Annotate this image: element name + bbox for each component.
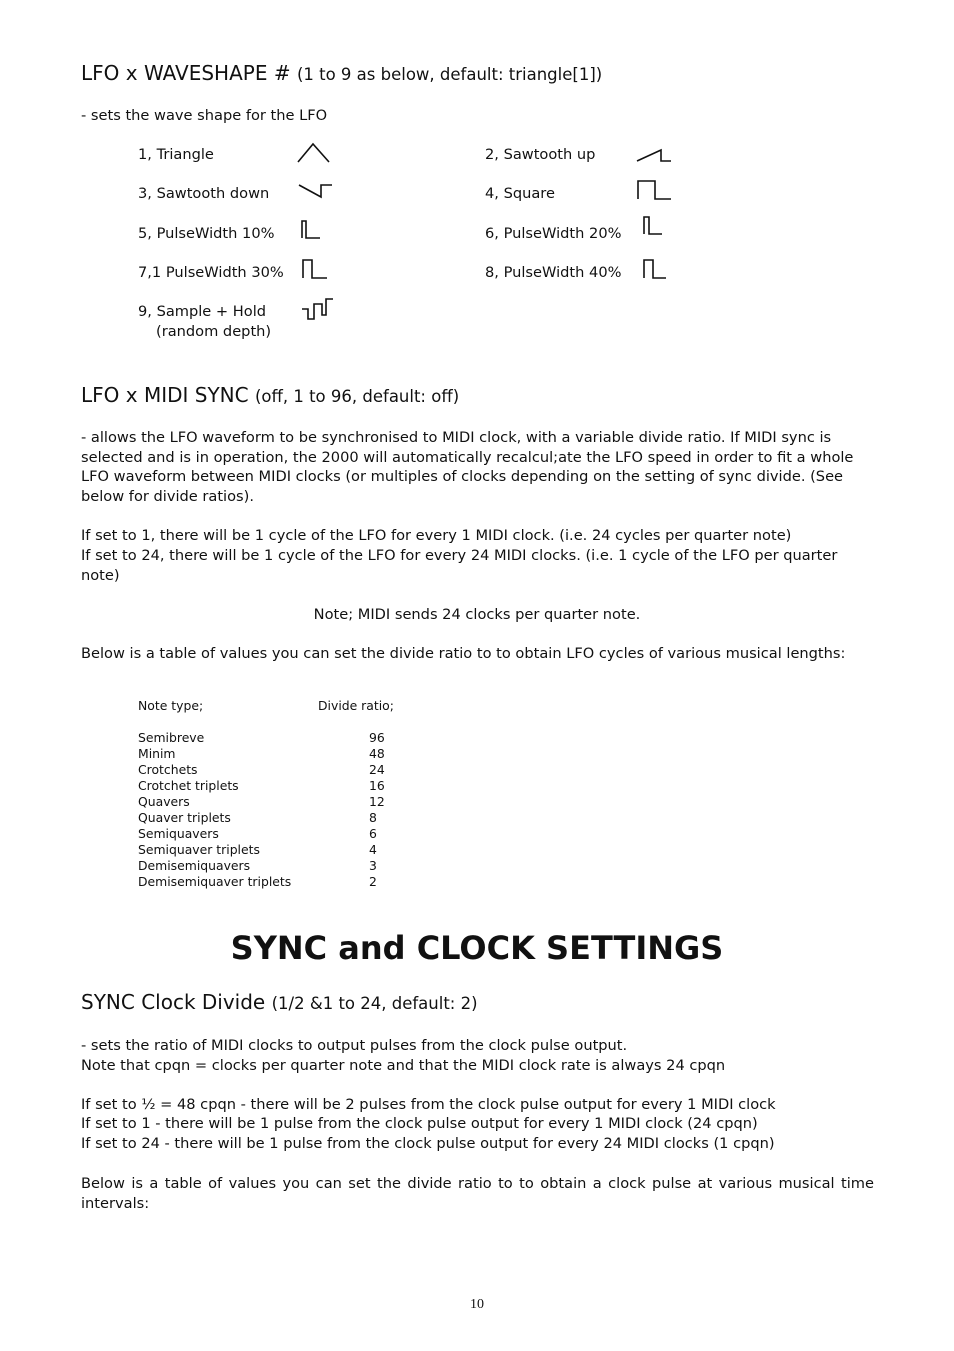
midi-note: Note; MIDI sends 24 clocks per quarter note.	[313, 606, 641, 623]
waveshape-description: - sets the wave shape for the LFO	[81, 107, 328, 124]
midi-sync-table-intro: Below is a table of values you can set the divide ratio to to obtain LFO cycles of various musical lengths:	[81, 645, 846, 662]
midi-sync-example-24: If set to 24, there will be 1 cycle of the LFO for every 24 MIDI clocks. (i.e. 1 cycle of the LFO per quarter note)	[81, 547, 838, 584]
pulse-40-wave-icon	[642, 258, 668, 280]
waveshape-label-9: 9, Sample + Hold	[138, 303, 267, 320]
sawtooth-up-wave-icon	[636, 148, 672, 164]
waveshape-heading-main: LFO x WAVESHAPE #	[81, 61, 291, 85]
table-cell-note: Demisemiquavers	[138, 858, 251, 873]
midi-sync-example-1: If set to 1, there will be 1 cycle of the LFO for every 1 MIDI clock. (i.e. 24 cycles per quarter note)	[81, 527, 792, 544]
pulse-20-wave-icon	[642, 215, 664, 236]
waveshape-label-6: 6, PulseWidth 20%	[485, 225, 622, 242]
table-cell-ratio: 2	[369, 874, 377, 889]
waveshape-label-9-line2: (random depth)	[156, 323, 272, 340]
midi-sync-heading	[81, 383, 459, 407]
table-cell-ratio: 12	[369, 794, 385, 809]
table-cell-ratio: 6	[369, 826, 377, 841]
table-header-row	[138, 698, 449, 714]
table-cell-ratio: 96	[369, 730, 385, 745]
table-row	[138, 858, 449, 874]
page-number: 10	[470, 1297, 484, 1312]
waveshape-label-2: 2, Sawtooth up	[485, 146, 596, 163]
table-cell-note: Demisemiquaver triplets	[138, 874, 292, 889]
divide-ratio-table	[138, 698, 449, 890]
table-header-note-type: Note type;	[138, 698, 204, 713]
table-row	[138, 794, 449, 810]
pulse-30-wave-icon	[301, 258, 329, 280]
clock-divide-heading-sub: (1/2 &1 to 24, default: 2)	[271, 994, 478, 1013]
table-row	[138, 778, 449, 794]
triangle-wave-icon	[297, 142, 331, 164]
section-title: SYNC and CLOCK SETTINGS	[230, 929, 724, 967]
table-cell-note: Quavers	[138, 794, 190, 809]
midi-sync-heading-main: LFO x MIDI SYNC	[81, 383, 249, 407]
table-cell-ratio: 48	[369, 746, 385, 761]
table-cell-ratio: 3	[369, 858, 377, 873]
table-cell-ratio: 4	[369, 842, 377, 857]
pulse-10-wave-icon	[300, 219, 322, 240]
waveshape-label-7: 7,1 PulseWidth 30%	[138, 264, 284, 281]
clock-divide-heading	[81, 990, 478, 1014]
clock-divide-heading-main: SYNC Clock Divide	[81, 990, 266, 1014]
sawtooth-down-wave-icon	[298, 182, 334, 200]
clock-divide-desc-1: - sets the ratio of MIDI clocks to output pulses from the clock pulse output.	[81, 1037, 628, 1054]
clock-divide-example-half: If set to ½ = 48 cpqn - there will be 2 pulses from the clock pulse output for every 1 MIDI clock	[81, 1096, 776, 1113]
table-cell-note: Crotchet triplets	[138, 778, 239, 793]
clock-divide-example-1: If set to 1 - there will be 1 pulse from the clock pulse output for every 1 MIDI clock (24 cpqn)	[81, 1115, 758, 1132]
square-wave-icon	[637, 179, 673, 201]
table-cell-ratio: 24	[369, 762, 385, 777]
clock-divide-desc-2: Note that cpqn = clocks per quarter note and that the MIDI clock rate is always 24 cpqn	[81, 1057, 726, 1074]
waveshape-heading	[81, 61, 602, 85]
table-header-divide-ratio: Divide ratio;	[318, 698, 394, 713]
clock-divide-example-24: If set to 24 - there will be 1 pulse from the clock pulse output for every 24 MIDI clocks (1 cpqn)	[81, 1135, 775, 1152]
table-row	[138, 874, 449, 890]
table-row	[138, 826, 449, 842]
table-cell-note: Crotchets	[138, 762, 198, 777]
waveshape-label-5: 5, PulseWidth 10%	[138, 225, 275, 242]
midi-sync-paragraph: - allows the LFO waveform to be synchronised to MIDI clock, with a variable divide ratio. If MIDI sync is selected and is in operation, the 2000 will automatically recalcul;ate the LFO speed in order to fit a whole LFO waveform between MIDI clocks (or multiples of clocks depending on the setting of sync divide. (See below for divide ratios).	[81, 429, 854, 505]
table-cell-note: Semibreve	[138, 730, 205, 745]
sample-hold-wave-icon	[300, 295, 336, 323]
table-row	[138, 842, 449, 858]
table-cell-note: Semiquaver triplets	[138, 842, 260, 857]
table-cell-ratio: 16	[369, 778, 385, 793]
waveshape-label-8: 8, PulseWidth 40%	[485, 264, 622, 281]
table-row	[138, 746, 449, 762]
table-row	[138, 810, 449, 826]
table-row	[138, 730, 449, 746]
midi-sync-heading-sub: (off, 1 to 96, default: off)	[254, 387, 460, 406]
table-cell-note: Semiquavers	[138, 826, 219, 841]
table-cell-note: Quaver triplets	[138, 810, 231, 825]
clock-divide-table-intro: Below is a table of values you can set the divide ratio to to obtain a clock pulse at various musical time intervals:	[81, 1175, 874, 1212]
table-cell-ratio: 8	[369, 810, 377, 825]
waveshape-heading-sub: (1 to 9 as below, default: triangle[1])	[296, 65, 603, 84]
waveshape-label-4: 4, Square	[485, 185, 555, 202]
table-cell-note: Minim	[138, 746, 176, 761]
table-row	[138, 762, 449, 778]
waveshape-label-1: 1, Triangle	[138, 146, 214, 163]
waveshape-label-3: 3, Sawtooth down	[138, 185, 270, 202]
